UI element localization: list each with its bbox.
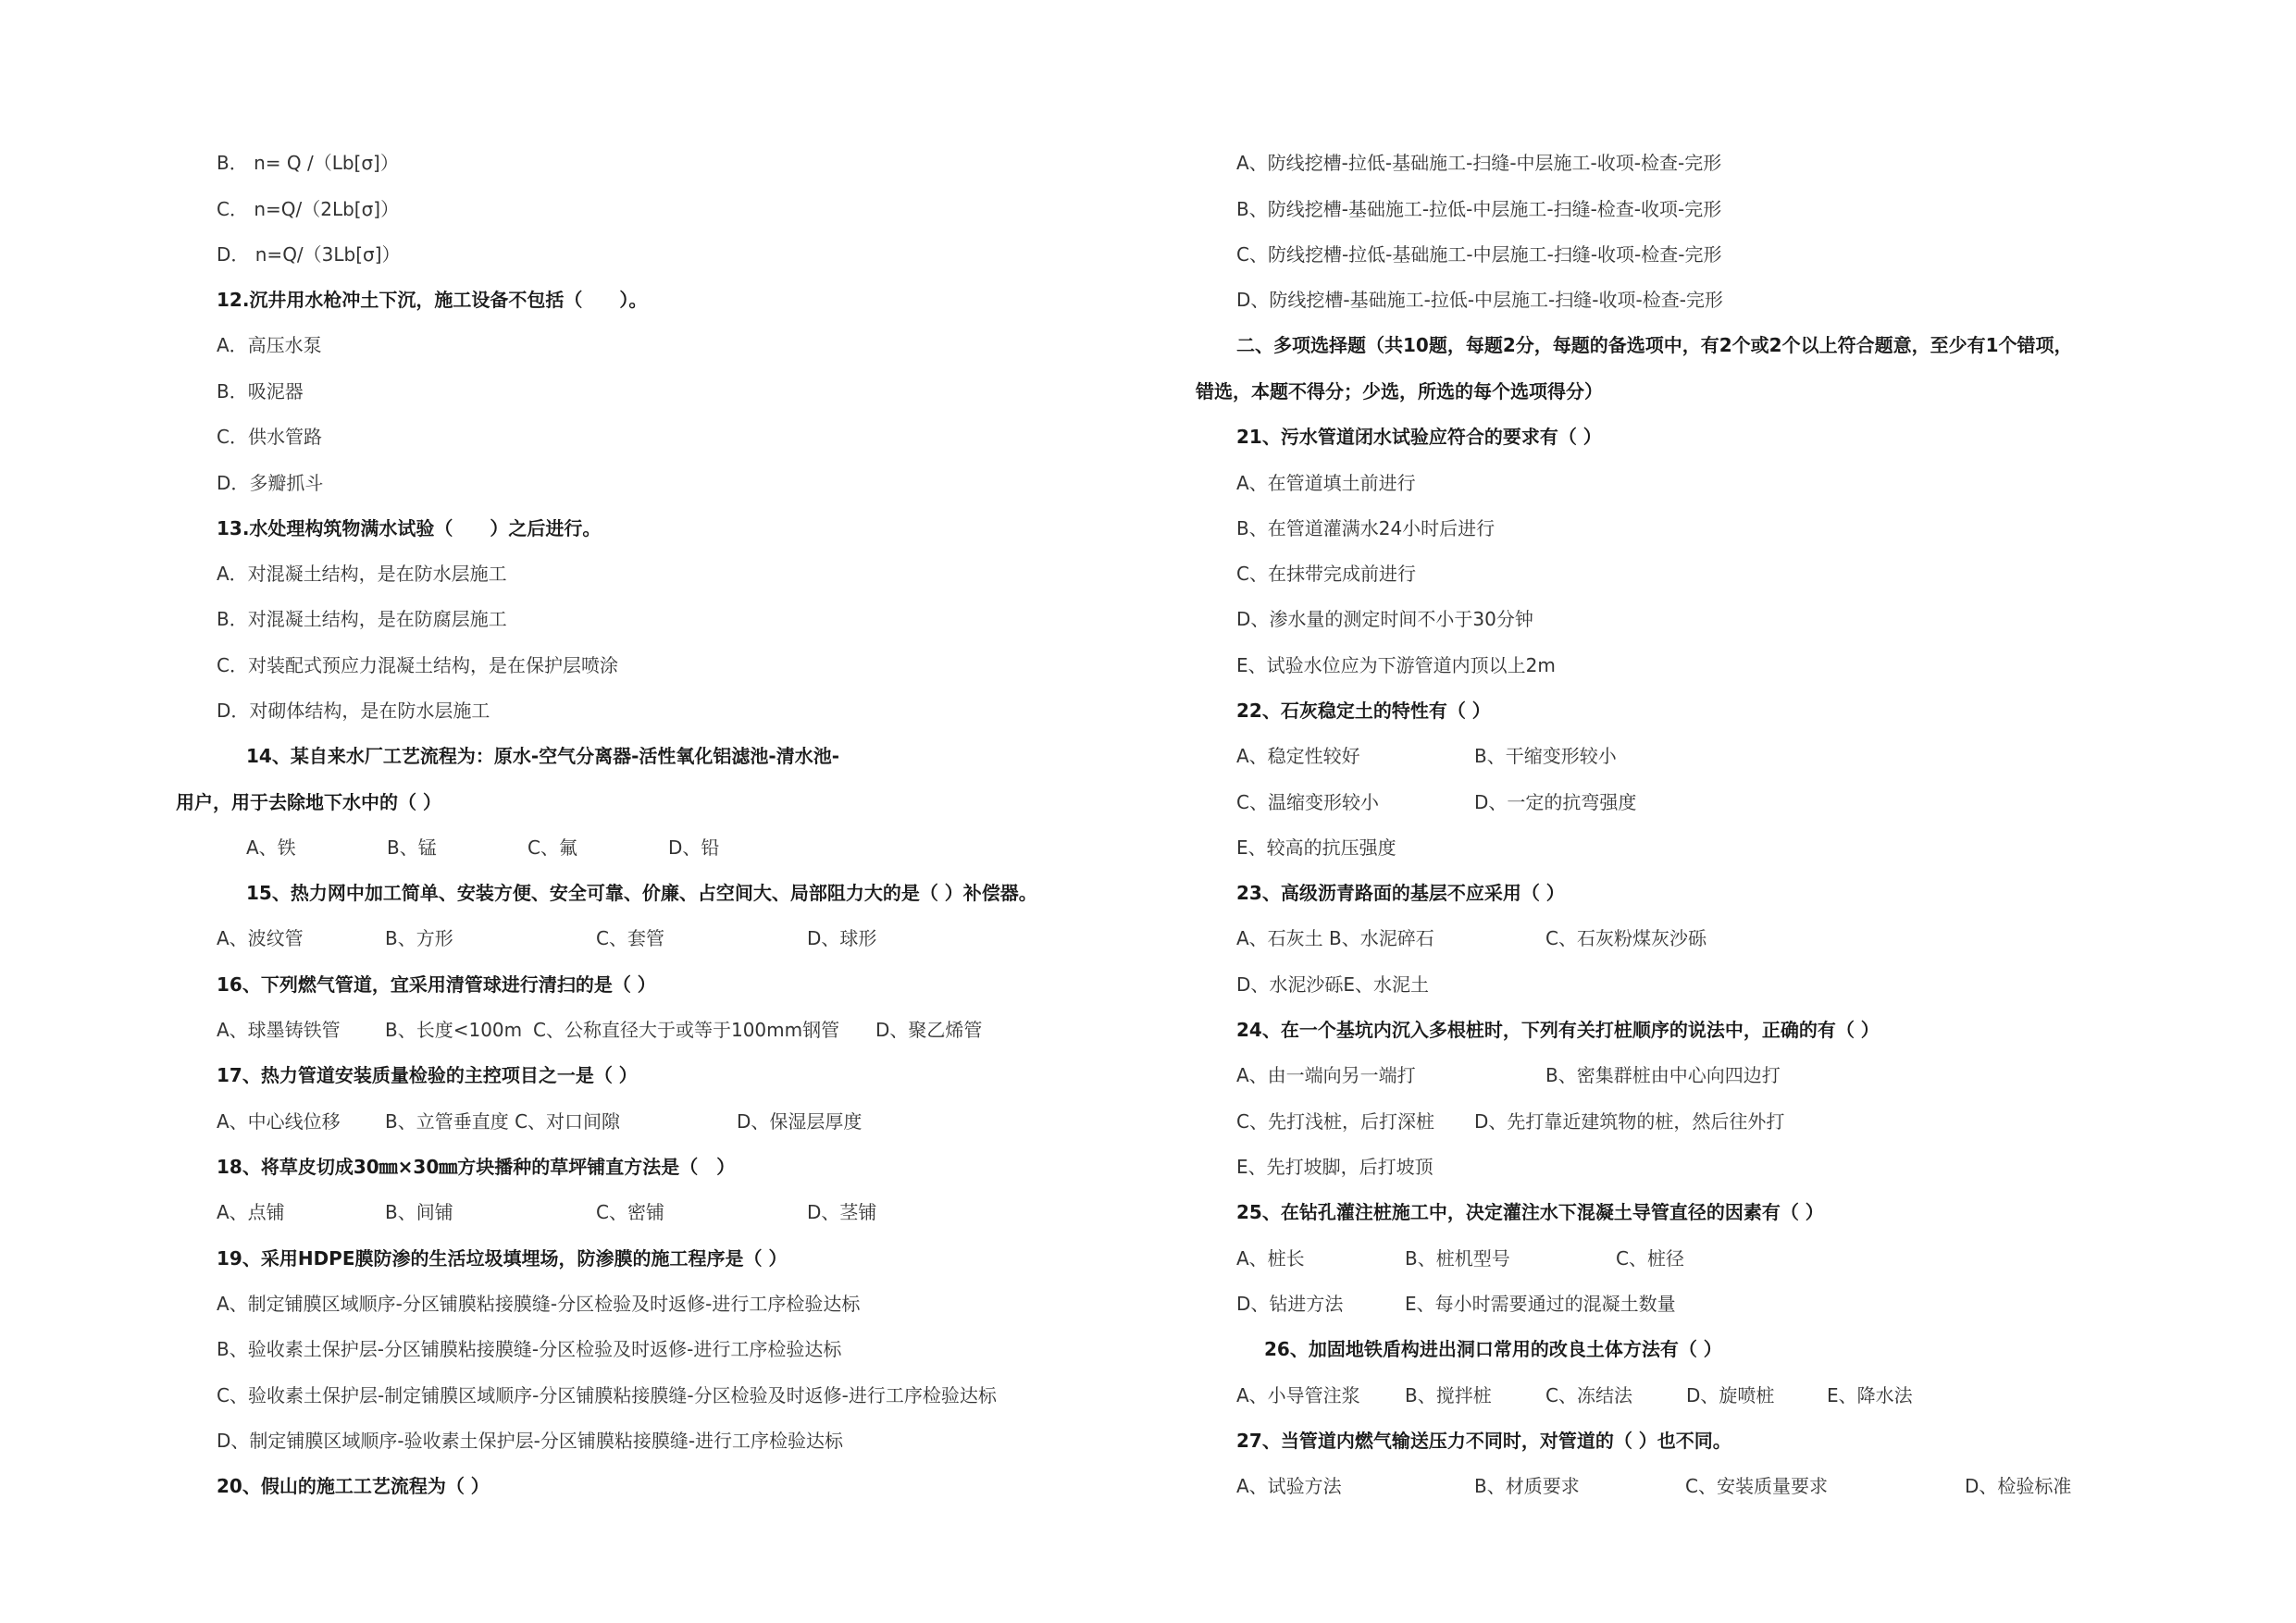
q25-options-row1 xyxy=(1236,1245,1684,1271)
q13-question: 13.水处理构筑物满水试验（ ）之后进行。 xyxy=(217,517,602,539)
q19-option-c: C、验收素土保护层-制定铺膜区域顺序-分区铺膜粘接膜缝-分区检验及时返修-进行工序检验达标 xyxy=(217,1384,997,1406)
q14-option-d: D、铅 xyxy=(668,836,720,859)
q15-option-a: A、波纹管 xyxy=(217,927,304,949)
q19-option-b: B、验收素土保护层-分区铺膜粘接膜缝-分区检验及时返修-进行工序检验达标 xyxy=(217,1338,842,1360)
q21-option-e: E、试验水位应为下游管道内顶以上2m xyxy=(1236,654,1556,676)
q17-option-bc: B、立管垂直度 C、对口间隙 xyxy=(385,1110,621,1133)
q24-options-row1 xyxy=(1236,1062,1781,1088)
q27-option-d: D、检验标准 xyxy=(1965,1475,2072,1497)
q22-option-e: E、较高的抗压强度 xyxy=(1236,836,1396,859)
q16-options xyxy=(217,1017,982,1043)
q21-option-a: A、在管道填土前进行 xyxy=(1236,472,1416,494)
q17-option-d: D、保湿层厚度 xyxy=(737,1110,863,1133)
q14-option-a: A、铁 xyxy=(246,836,296,859)
q22-option-c: C、温缩变形较小 xyxy=(1236,791,1379,813)
q15-option-d: D、球形 xyxy=(807,927,877,949)
q13-option-b: B．对混凝土结构，是在防腐层施工 xyxy=(217,608,507,630)
q25-options-row2 xyxy=(1236,1291,1676,1317)
q12-option-b: B．吸泥器 xyxy=(217,380,304,403)
q11-option-d: D． n=Q/（3Lb[σ]） xyxy=(217,243,401,266)
q16-option-c: C、公称直径大于或等于100mm钢管 xyxy=(533,1019,840,1041)
q19-option-a: A、制定铺膜区域顺序-分区铺膜粘接膜缝-分区检验及时返修-进行工序检验达标 xyxy=(217,1293,861,1315)
q20-option-c: C、防线挖槽-拉低-基础施工-中层施工-扫缝-收项-检查-完形 xyxy=(1236,243,1722,266)
q23-question: 23、高级沥青路面的基层不应采用（ ） xyxy=(1236,882,1565,904)
q13-option-d: D．对砌体结构，是在防水层施工 xyxy=(217,700,490,722)
q16-question: 16、下列燃气管道，宜采用清管球进行清扫的是（ ） xyxy=(217,973,656,996)
q21-option-d: D、渗水量的测定时间不小于30分钟 xyxy=(1236,608,1533,630)
q27-option-b: B、材质要求 xyxy=(1474,1475,1580,1497)
q18-option-d: D、茎铺 xyxy=(807,1201,877,1223)
q26-option-d: D、旋喷桩 xyxy=(1686,1384,1775,1406)
q20-option-d: D、防线挖槽-基础施工-拉低-中层施工-扫缝-收项-检查-完形 xyxy=(1236,289,1723,311)
section-2-heading-line2: 错选，本题不得分；少选，所选的每个选项得分） xyxy=(1196,380,1603,403)
q18-option-b: B、间铺 xyxy=(385,1201,453,1223)
q26-option-a: A、小导管注浆 xyxy=(1236,1384,1360,1406)
q14-question-line1: 14、某自来水厂工艺流程为：原水-空气分离器-活性氧化铝滤池-清水池- xyxy=(246,745,840,767)
q15-option-b: B、方形 xyxy=(385,927,453,949)
q23-option-de: D、水泥沙砾E、水泥土 xyxy=(1236,973,1430,996)
q26-options xyxy=(1236,1382,1913,1408)
q22-option-b: B、干缩变形较小 xyxy=(1474,745,1617,767)
q15-option-c: C、套管 xyxy=(596,927,664,949)
q27-question: 27、当管道内燃气输送压力不同时，对管道的（ ）也不同。 xyxy=(1236,1430,1731,1452)
q17-question: 17、热力管道安装质量检验的主控项目之一是（ ） xyxy=(217,1064,638,1086)
q25-option-a: A、桩长 xyxy=(1236,1247,1305,1270)
q12-option-a: A．高压水泵 xyxy=(217,334,322,356)
q12-question: 12.沉井用水枪冲土下沉，施工设备不包括（ ）。 xyxy=(217,289,648,311)
q27-options xyxy=(1236,1473,2071,1499)
q24-option-e: E、先打坡脚，后打坡顶 xyxy=(1236,1156,1433,1178)
q25-option-b: B、桩机型号 xyxy=(1405,1247,1510,1270)
q25-option-d: D、钻进方法 xyxy=(1236,1293,1344,1315)
q20-question: 20、假山的施工工艺流程为（ ） xyxy=(217,1475,490,1497)
q14-option-b: B、锰 xyxy=(387,836,437,859)
q16-option-a: A、球墨铸铁管 xyxy=(217,1019,341,1041)
q27-option-c: C、安装质量要求 xyxy=(1685,1475,1828,1497)
q23-option-c: C、石灰粉煤灰沙砾 xyxy=(1545,927,1706,949)
q22-question: 22、石灰稳定土的特性有（ ） xyxy=(1236,700,1491,722)
q25-option-e: E、每小时需要通过的混凝土数量 xyxy=(1405,1293,1676,1315)
section-2-heading-line1: 二、多项选择题（共10题，每题2分，每题的备选项中，有2个或2个以上符合题意，至少有1个错项， xyxy=(1236,334,2073,356)
q14-option-c: C、氟 xyxy=(527,836,577,859)
q22-options-row1 xyxy=(1236,743,1617,769)
q25-question: 25、在钻孔灌注桩施工中，决定灌注水下混凝土导管直径的因素有（ ） xyxy=(1236,1201,1824,1223)
q24-option-c: C、先打浅桩，后打深桩 xyxy=(1236,1110,1434,1133)
q18-option-c: C、密铺 xyxy=(596,1201,664,1223)
q24-options-row2 xyxy=(1236,1109,1784,1134)
q24-option-a: A、由一端向另一端打 xyxy=(1236,1064,1416,1086)
q14-question-line2: 用户，用于去除地下水中的（ ） xyxy=(176,791,441,813)
q26-question: 26、加固地铁盾构进出洞口常用的改良土体方法有（ ） xyxy=(1264,1338,1722,1360)
q24-option-d: D、先打靠近建筑物的桩，然后往外打 xyxy=(1474,1110,1785,1133)
q22-option-d: D、一定的抗弯强度 xyxy=(1474,791,1637,813)
q13-option-c: C．对装配式预应力混凝土结构，是在保护层喷涂 xyxy=(217,654,618,676)
q15-options xyxy=(217,925,876,951)
q12-option-d: D．多瓣抓斗 xyxy=(217,472,324,494)
q27-option-a: A、试验方法 xyxy=(1236,1475,1342,1497)
q22-options-row2 xyxy=(1236,789,1636,815)
q20-option-a: A、防线挖槽-拉低-基础施工-扫缝-中层施工-收项-检查-完形 xyxy=(1236,152,1722,174)
q19-question: 19、采用HDPE膜防渗的生活垃圾填埋场，防渗膜的施工程序是（ ） xyxy=(217,1247,788,1270)
q15-question: 15、热力网中加工简单、安装方便、安全可靠、价廉、占空间大、局部阻力大的是（ ）补偿器。 xyxy=(246,882,1037,904)
q23-option-ab: A、石灰土 B、水泥碎石 xyxy=(1236,927,1434,949)
q26-option-e: E、降水法 xyxy=(1827,1384,1913,1406)
q18-option-a: A、点铺 xyxy=(217,1201,285,1223)
q25-option-c: C、桩径 xyxy=(1616,1247,1684,1270)
q22-option-a: A、稳定性较好 xyxy=(1236,745,1360,767)
q18-options xyxy=(217,1199,876,1225)
q14-options xyxy=(246,835,719,861)
q16-option-d: D、聚乙烯管 xyxy=(875,1019,983,1041)
q26-option-c: C、冻结法 xyxy=(1545,1384,1632,1406)
q21-option-c: C、在抹带完成前进行 xyxy=(1236,563,1416,585)
q23-options xyxy=(1236,925,1706,951)
q16-option-b: B、长度<100m xyxy=(385,1019,523,1041)
q13-option-a: A．对混凝土结构，是在防水层施工 xyxy=(217,563,507,585)
q19-option-d: D、制定铺膜区域顺序-验收素土保护层-分区铺膜粘接膜缝-进行工序检验达标 xyxy=(217,1430,844,1452)
q12-option-c: C．供水管路 xyxy=(217,426,322,448)
q24-option-b: B、密集群桩由中心向四边打 xyxy=(1545,1064,1781,1086)
q24-question: 24、在一个基坑内沉入多根桩时，下列有关打桩顺序的说法中，正确的有（ ） xyxy=(1236,1019,1880,1041)
q20-option-b: B、防线挖槽-基础施工-拉低-中层施工-扫缝-检查-收项-完形 xyxy=(1236,198,1722,220)
q11-option-b: B． n= Q /（Lb[σ]） xyxy=(217,152,399,174)
q21-question: 21、污水管道闭水试验应符合的要求有（ ） xyxy=(1236,426,1602,448)
q26-option-b: B、搅拌桩 xyxy=(1405,1384,1492,1406)
q17-options xyxy=(217,1109,862,1134)
q18-question: 18、将草皮切成30㎜×30㎜方块播种的草坪铺直方法是（ ） xyxy=(217,1156,736,1178)
q21-option-b: B、在管道灌满水24小时后进行 xyxy=(1236,517,1496,539)
q17-option-a: A、中心线位移 xyxy=(217,1110,341,1133)
q11-option-c: C． n=Q/（2Lb[σ]） xyxy=(217,198,400,220)
